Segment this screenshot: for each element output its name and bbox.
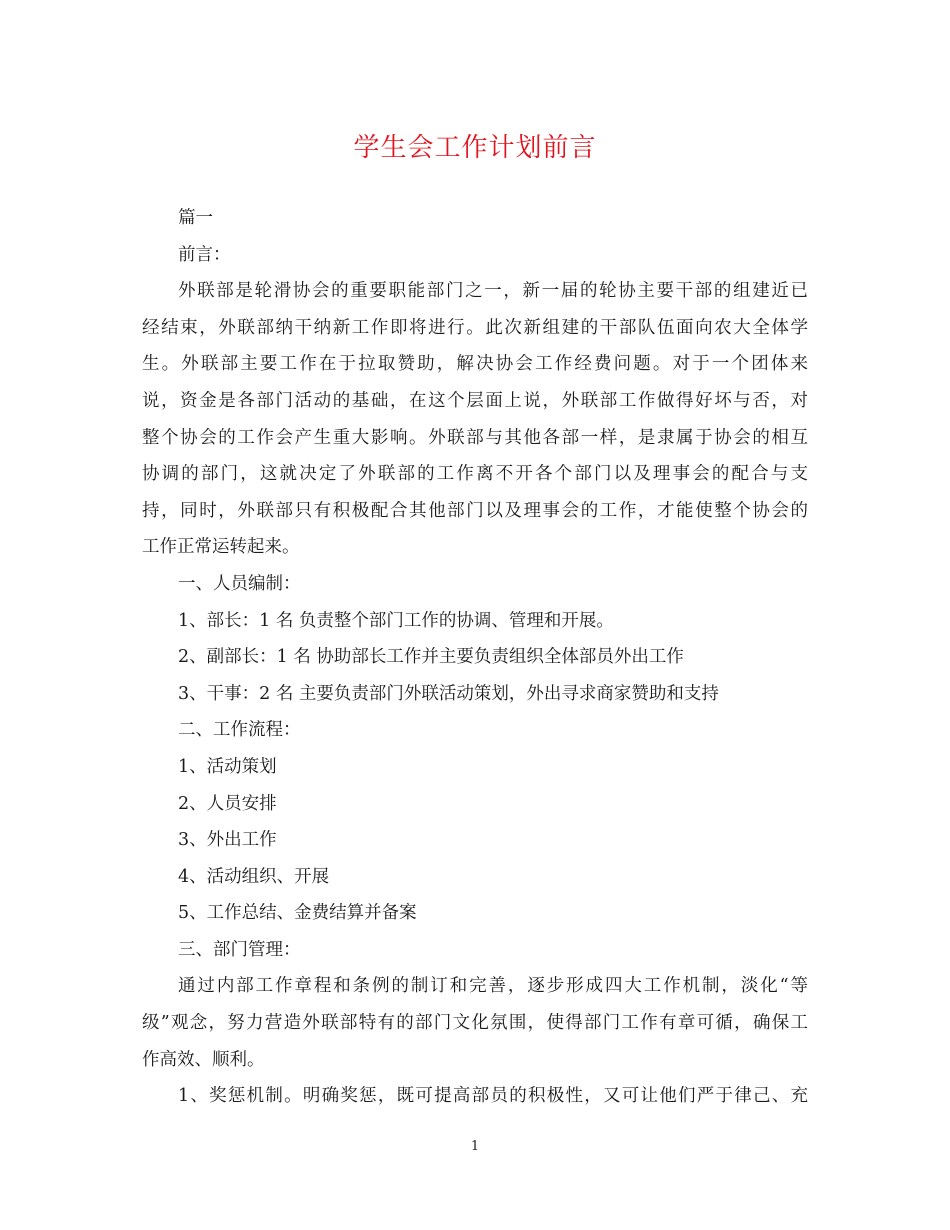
list-item: 3、干事：2 名 主要负责部门外联活动策划，外出寻求商家赞助和支持 <box>178 683 719 704</box>
body-line: 篇一 <box>178 208 213 228</box>
body-line: 整个协会的工作会产生重大影响。外联部与其他各部一样，是隶属于协会的相互 <box>142 427 808 448</box>
list-item: 2、人员安排 <box>178 793 277 814</box>
body-line: 协调的部门，这就决定了外联部的工作离不开各个部门以及理事会的配合与支 <box>142 464 808 485</box>
body-line: 经结束，外联部纳干纳新工作即将进行。此次新组建的干部队伍面向农大全体学 <box>142 317 808 338</box>
list-item: 3、外出工作 <box>178 830 277 851</box>
list-item: 4、活动组织、开展 <box>178 866 330 887</box>
document-body <box>142 200 808 1115</box>
body-line: 工作正常运转起来。 <box>142 537 300 558</box>
body-line: 外联部是轮滑协会的重要职能部门之一，新一届的轮协主要干部的组建近已 <box>178 281 808 302</box>
document-title: 学生会工作计划前言 <box>353 133 597 163</box>
list-item: 5、工作总结、金费结算并备案 <box>178 903 417 924</box>
section-heading: 二、工作流程： <box>178 720 301 741</box>
list-item: 1、活动策划 <box>178 756 277 777</box>
section-heading: 一、人员编制： <box>178 573 301 594</box>
list-item: 1、奖惩机制。明确奖惩，既可提高部员的积极性，又可让他们严于律己、充 <box>178 1086 808 1107</box>
body-line: 前言： <box>178 244 231 265</box>
body-line: 级”观念，努力营造外联部特有的部门文化氛围，使得部门工作有章可循，确保工 <box>142 1013 808 1034</box>
section-heading: 三、部门管理： <box>178 939 301 960</box>
body-line: 作高效、顺利。 <box>142 1049 265 1070</box>
body-line: 说，资金是各部门活动的基础，在这个层面上说，外联部工作做得好坏与否，对 <box>142 390 808 411</box>
list-item: 1、部长：1 名 负责整个部门工作的协调、管理和开展。 <box>178 610 614 631</box>
list-item: 2、副部长：1 名 协助部长工作并主要负责组织全体部员外出工作 <box>178 647 684 668</box>
body-line: 持，同时，外联部只有积极配合其他部门以及理事会的工作，才能使整个协会的 <box>142 500 808 521</box>
body-line: 通过内部工作章程和条例的制订和完善，逐步形成四大工作机制，淡化“等 <box>178 976 808 997</box>
body-line: 生。外联部主要工作在于拉取赞助，解决协会工作经费问题。对于一个团体来 <box>142 354 808 375</box>
page-number: 1 <box>470 1139 480 1154</box>
